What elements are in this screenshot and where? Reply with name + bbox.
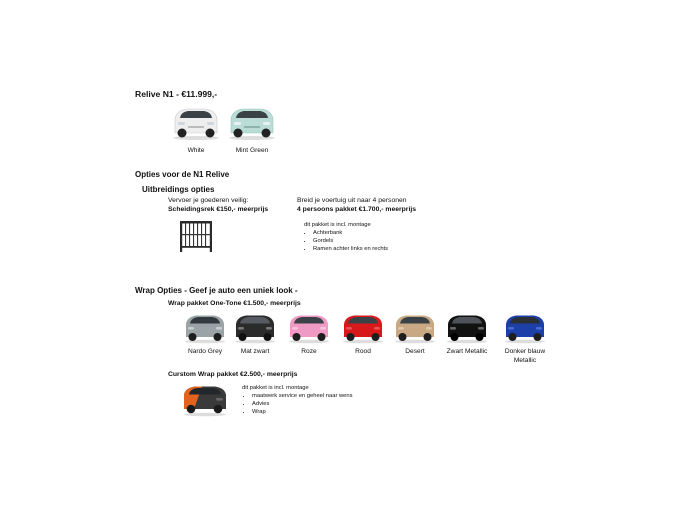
divider-rack-image [178,218,214,254]
divider-rack-price: Scheidingsrek €150,- meerprijs [168,206,269,213]
wrap-color-label: Mat zwart [240,348,270,355]
four-seat-note: dit pakket is incl. montage [304,222,371,228]
custom-wrap-title: Curstom Wrap pakket €2.500,- meerprijs [168,371,298,378]
car-image-zwart-metallic [444,312,490,344]
car-image-mat-zwart [232,312,278,344]
options-title: Opties voor de N1 Relive [135,170,230,179]
four-seat-bullets [300,229,388,253]
wrap-color-label: Zwart Metallic [446,348,488,355]
car-image-donker-blauw [502,312,548,344]
custom-wrap-bullet: • Advies [252,400,353,408]
color-label-white: White [187,147,205,154]
car-image-custom-wrap [180,383,230,417]
wrap-option-roze[interactable] [284,312,334,356]
options-subtitle: Uitbreidings opties [142,185,215,194]
relive-title: Relive N1 - €11.999,- [135,89,218,99]
custom-wrap-bullet: • Wrap [252,408,353,416]
four-seat-bullet: • Achterbank [313,229,388,237]
wrap-onetone-title: Wrap pakket One-Tone €1.500,- meerprijs [168,300,301,307]
wrap-option-rood[interactable] [338,312,388,356]
car-image-white [170,105,222,141]
color-label-mint-green: Mint Green [235,147,269,154]
custom-wrap-bullet: • maatwerk service en geheel naar wens [252,392,353,400]
wrap-color-label: Nardo Grey [187,348,223,355]
color-option-white[interactable] [170,105,222,155]
car-image-roze [286,312,332,344]
wrap-color-label: Desert [405,348,425,355]
wrap-option-mat-zwart[interactable] [230,312,280,356]
car-image-mint-green [226,105,278,141]
wrap-option-nardo-grey[interactable] [180,312,230,356]
custom-wrap-bullets [239,392,353,416]
custom-wrap-note: dit pakket is incl. montage [242,385,309,391]
wrap-option-zwart-metallic[interactable] [442,312,492,356]
wrap-option-donker-blauw[interactable] [499,312,551,365]
wrap-title: Wrap Opties - Geef je auto een uniek look - [135,286,298,295]
four-seat-bullet: • Gordels [313,237,388,245]
four-seat-bullet: • Ramen achter links en rechts [313,245,388,253]
wrap-option-desert[interactable] [390,312,440,356]
four-seat-price: 4 persoons pakket €1.700,- meerprijs [297,206,417,213]
wrap-color-label: Roze [301,348,317,355]
wrap-color-label: Rood [355,348,371,355]
color-option-mint-green[interactable] [226,105,278,155]
car-image-desert [392,312,438,344]
divider-rack-intro: Vervoer je goederen veilig: [168,197,249,204]
car-image-nardo-grey [182,312,228,344]
four-seat-intro: Breid je voertuig uit naar 4 personen [297,197,407,204]
car-image-rood [340,312,386,344]
wrap-color-label: Donker blauw Metallic [504,348,546,364]
